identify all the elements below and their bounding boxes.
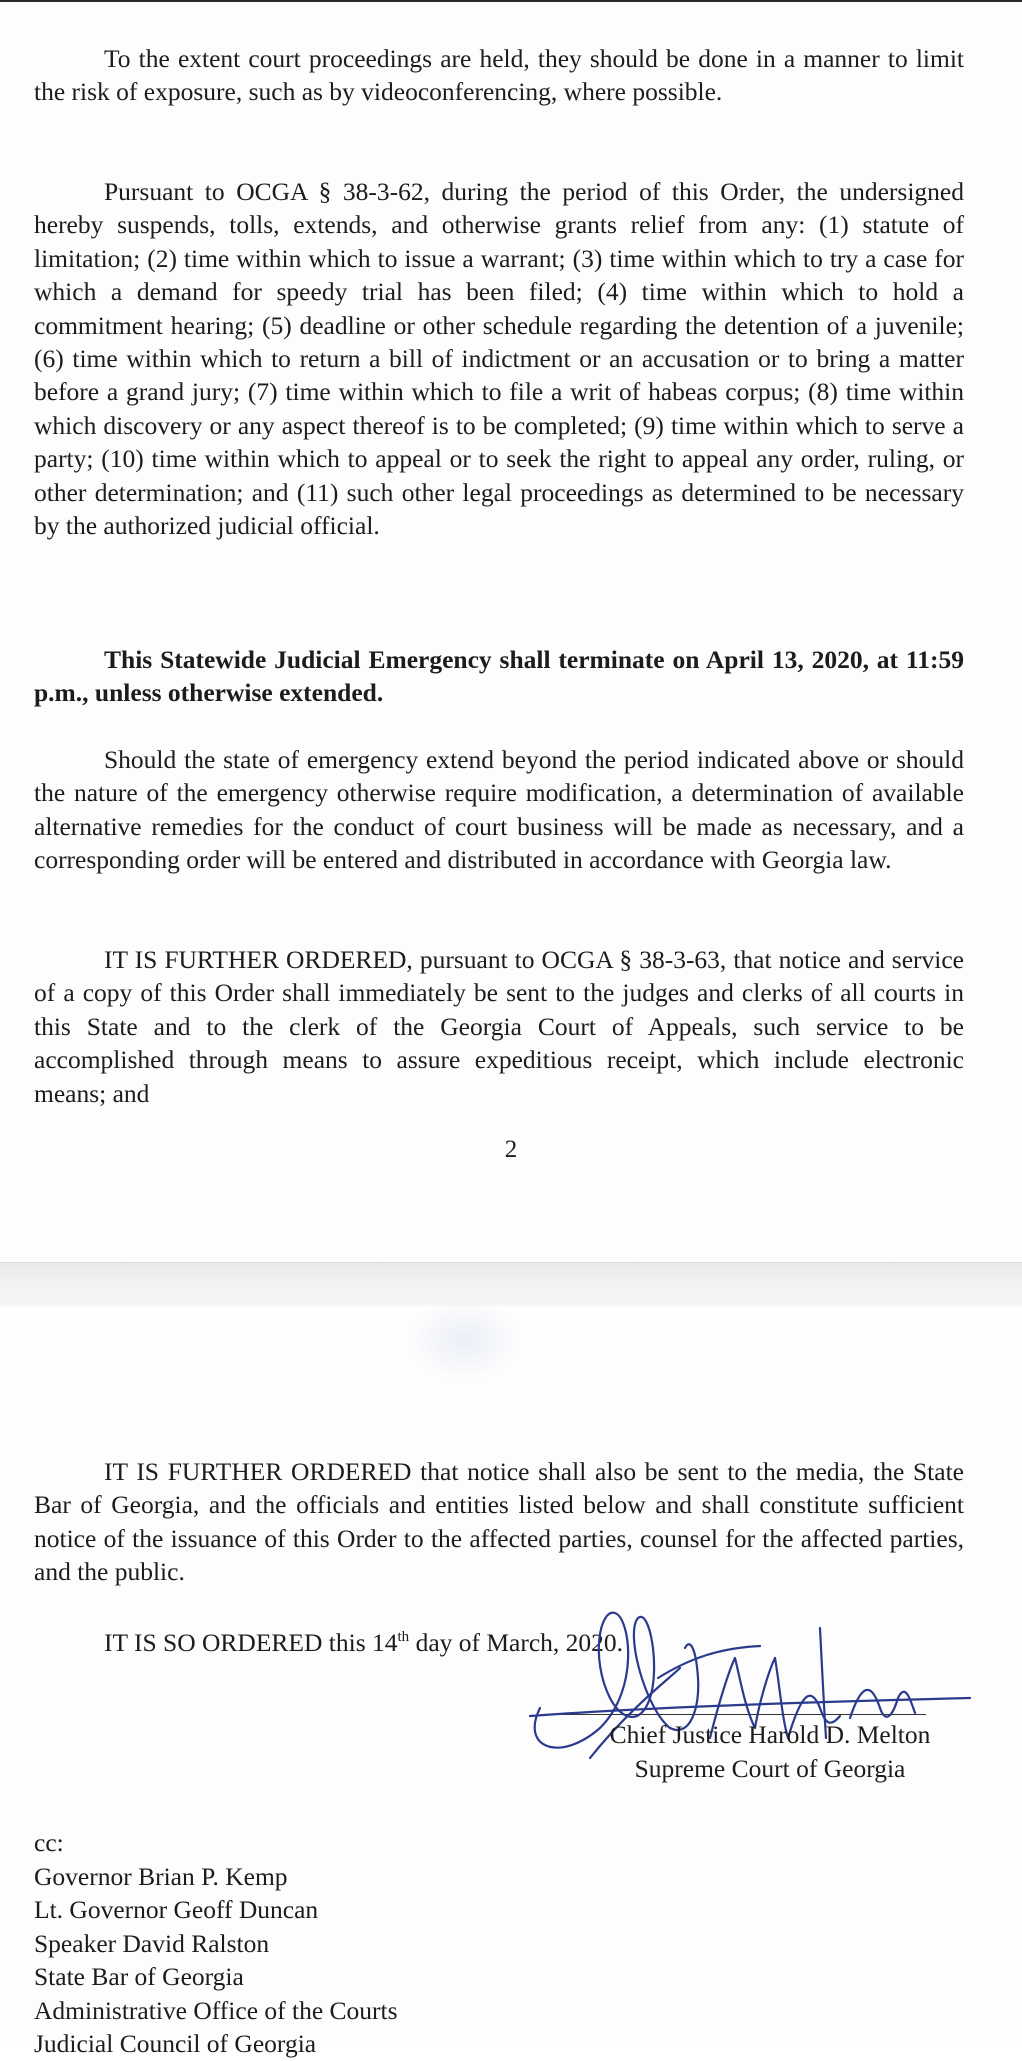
paragraph-court-proceedings: To the extent court proceedings are held, they should be done in a manner to limit the risk of exposure, such as by videoconferencing, where possible. (34, 44, 964, 107)
cc-item: Governor Brian P. Kemp (34, 1861, 288, 1891)
cc-item: Lt. Governor Geoff Duncan (34, 1895, 319, 1924)
paragraph-termination-date: This Statewide Judicial Emergency shall terminate on April 13, 2020, at 11:59 p.m., unless otherwise extended. (34, 645, 964, 708)
paragraph-notice-service: IT IS FURTHER ORDERED, pursuant to OCGA § 38-3-63, that notice and service of a copy of this Order shall immediately be sent to the judges and clerks of all courts in this State and to the clerk of the Georgia Court of Appeals, such service to be accomplished through means to assure expeditious receipt, which include electronic means; and (34, 945, 964, 1108)
scan-smudge (410, 1300, 520, 1380)
cc-item: Judicial Council of Georgia (34, 2029, 317, 2058)
signer-name: Chief Justice Harold D. Melton (609, 1720, 931, 1749)
so-ordered-prefix: IT IS SO ORDERED this 14 (104, 1628, 398, 1657)
so-ordered-suffix: day of March, 2020. (409, 1628, 624, 1657)
page-number: 2 (504, 1136, 518, 1163)
paragraph-emergency-extension: Should the state of emergency extend beyond the period indicated above or should the nature of the emergency otherwise require modification, a determination of available alternative remedies for the conduct of court business will be made as necessary, and a corresponding order will be entered and distributed in accordance with Georgia law. (34, 745, 964, 875)
paragraph-media-notice: IT IS FURTHER ORDERED that notice shall also be sent to the media, the State Bar of Georgia, and the officials and entities listed below and shall constitute sufficient notice of the issuance of this Order to the affected parties, counsel for the affected parties, and the public. (34, 1457, 964, 1587)
so-ordered-sup: th (397, 1629, 410, 1645)
signer-court: Supreme Court of Georgia (634, 1754, 906, 1783)
paragraph-suspension-relief: Pursuant to OCGA § 38-3-62, during the period of this Order, the undersigned hereby suspends, tolls, extends, and otherwise grants relief from any: (1) statute of limitation; (2) time within which to issue a warrant; (3) time within which to try a case for which a demand for speedy trial has been filed; (4) time within which to hold a commitment hearing; (5) deadline or other schedule regarding the detention of a juvenile; (6) time within which to return a bill of indictment or an accusation or to bring a matter before a grand jury; (7) time within which to file a writ of habeas corpus; (8) time within which discovery or any aspect thereof is to be completed; (9) time within which to serve a party; (10) time within which to appeal or to seek the right to appeal any order, ruling, or other determination; and (11) such other legal proceedings as determined to be necessary by the authorized judicial official. (34, 177, 964, 541)
cc-item: Speaker David Ralston (34, 1928, 270, 1958)
cc-label: cc: (34, 1828, 64, 1857)
cc-item: Administrative Office of the Courts (34, 1995, 398, 2025)
cc-item: State Bar of Georgia (34, 1962, 244, 1991)
cc-list (34, 1826, 398, 2061)
